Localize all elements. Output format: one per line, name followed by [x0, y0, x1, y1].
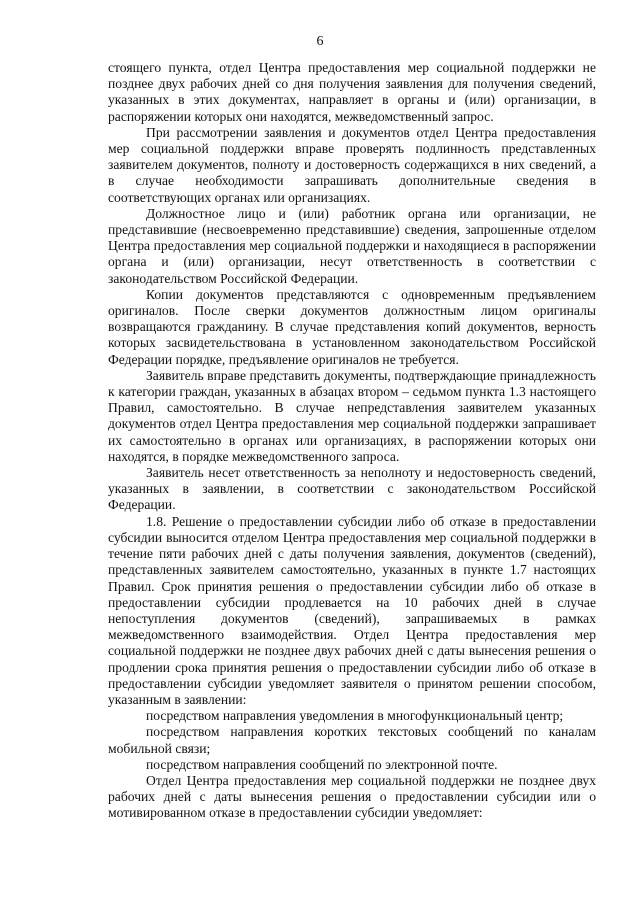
page-number: 6 [316, 34, 324, 49]
paragraph: Должностное лицо и (или) работник органа или организации, не представившие (несвоевременно представившие) сведения, запрошенные отделом Центра предоставления мер социальной поддержки и находящиеся в распоряжении органа и (или) организации, несут ответственность в соответствии с законодательством Российской Федерации. [108, 205, 596, 286]
list-item: посредством направления коротких текстовых сообщений по каналам мобильной связи; [108, 724, 596, 756]
paragraph: стоящего пункта, отдел Центра предоставления мер социальной поддержки не позднее двух рабочих дней со дня получения заявления для получения сведений, указанных в этих документах, направляет в органы и (или) организации, в распоряжении которых они находятся, межведомственный запрос. [108, 60, 596, 124]
paragraph: 1.8. Решение о предоставлении субсидии либо об отказе в предоставлении субсидии выносится отделом Центра предоставления мер социальной поддержки в течение пяти рабочих дней с даты получения заявления, документов (сведений), представленных заявителем самостоятельно, указанных в пункте 1.7 настоящих Правил. Срок принятия решения о предоставлении субсидии либо об отказе в предоставлении субсидии продлевается на 10 рабочих дней в случае непоступления документов (сведений), запрашиваемых в рамках межведомственного взаимодействия. Отдел Центра предоставления мер социальной поддержки не позднее двух рабочих дней с даты вынесения решения о продлении срока принятия решения о предоставлении субсидии либо об отказе в предоставлении субсидии уведомляет заявителя о принятом решении способом, указанным в заявлении: [108, 513, 596, 707]
paragraph: Отдел Центра предоставления мер социальной поддержки не позднее двух рабочих дней с даты вынесения решения о предоставлении субсидии или о мотивированном отказе в предоставлении субсидии уведомляет: [108, 772, 596, 821]
paragraph: Копии документов представляются с одновременным предъявлением оригиналов. После сверки документов должностным лицом оригиналы возвращаются гражданину. В случае представления копий документов, верность которых засвидетельствована в установленном законодательством Российской Федерации порядке, предъявление оригиналов не требуется. [108, 286, 596, 367]
list-item: посредством направления сообщений по электронной почте. [146, 756, 498, 772]
paragraph: Заявитель вправе представить документы, подтверждающие принадлежность к категории граждан, указанных в абзацах втором – седьмом пункта 1.3 настоящего Правил, самостоятельно. В случае непредставления заявителем указанных документов отдел Центра предоставления мер социальной поддержки запрашивает их самостоятельно в органах или организациях, в распоряжении которых они находятся, в порядке межведомственного запроса. [108, 367, 596, 464]
paragraph: При рассмотрении заявления и документов отдел Центра предоставления мер социальной поддержки вправе проверять подлинность представленных заявителем документов, полноту и достоверность содержащихся в них сведений, а в случае необходимости запрашивать дополнительные сведения в соответствующих органах или организациях. [108, 124, 596, 205]
paragraph: Заявитель несет ответственность за неполноту и недостоверность сведений, указанных в заявлении, в соответствии с законодательством Российской Федерации. [108, 465, 596, 513]
document-body [108, 60, 596, 822]
list-item: посредством направления уведомления в многофункциональный центр; [146, 708, 564, 724]
